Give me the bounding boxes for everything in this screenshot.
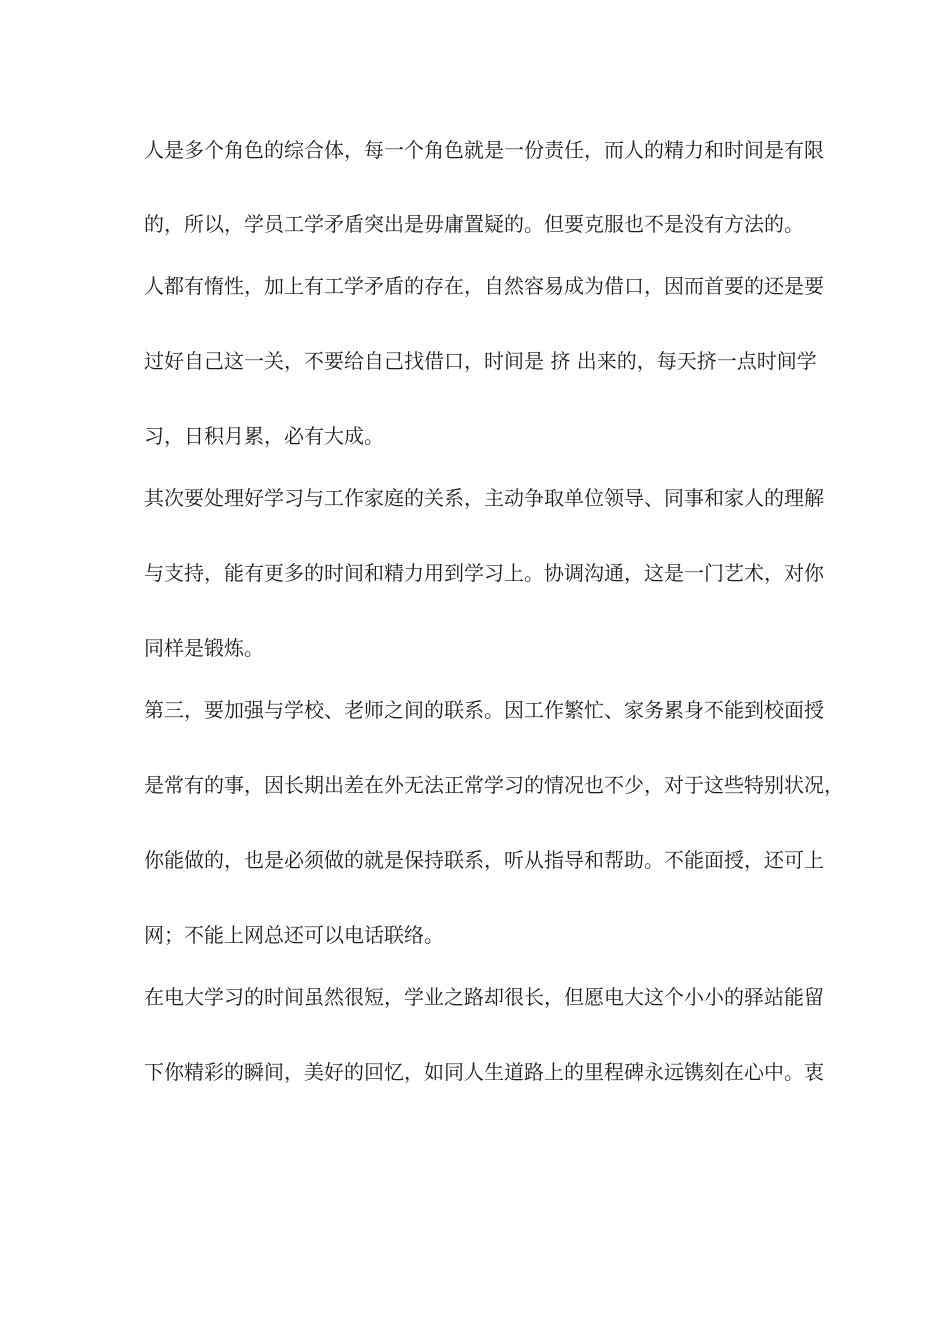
text-line: 习，日积月累，必有大成。: [144, 424, 384, 448]
text-line: 其次要处理好学习与工作家庭的关系，主动争取单位领导、同事和家人的理解: [144, 486, 824, 510]
text-line: 与支持，能有更多的时间和精力用到学习上。协调沟通，这是一门艺术，对你: [144, 561, 824, 585]
text-line: 在电大学习的时间虽然很短，学业之路却很长，但愿电大这个小小的驿站能留: [144, 985, 824, 1009]
text-line: 人是多个角色的综合体，每一个角色就是一份责任，而人的精力和时间是有限: [144, 138, 824, 162]
text-line: 的，所以，学员工学矛盾突出是毋庸置疑的。但要克服也不是没有方法的。: [144, 212, 804, 236]
text-line: 人都有惰性，加上有工学矛盾的存在，自然容易成为借口，因而首要的还是要: [144, 274, 824, 298]
text-line: 第三，要加强与学校、老师之间的联系。因工作繁忙、家务累身不能到校面授: [144, 698, 824, 722]
text-line: 过好自己这一关，不要给自己找借口，时间是 挤 出来的，每天挤一点时间学: [144, 349, 817, 373]
text-line: 同样是锻炼。: [144, 636, 264, 660]
text-line: 下你精彩的瞬间，美好的回忆，如同人生道路上的里程碑永远镌刻在心中。衷: [144, 1060, 824, 1084]
text-line: 网；不能上网总还可以电话联络。: [144, 923, 444, 947]
text-line: 是常有的事，因长期出差在外无法正常学习的情况也不少，对于这些特别状况，: [144, 773, 844, 797]
text-line: 你能做的，也是必须做的就是保持联系，听从指导和帮助。不能面授，还可上: [144, 848, 824, 872]
